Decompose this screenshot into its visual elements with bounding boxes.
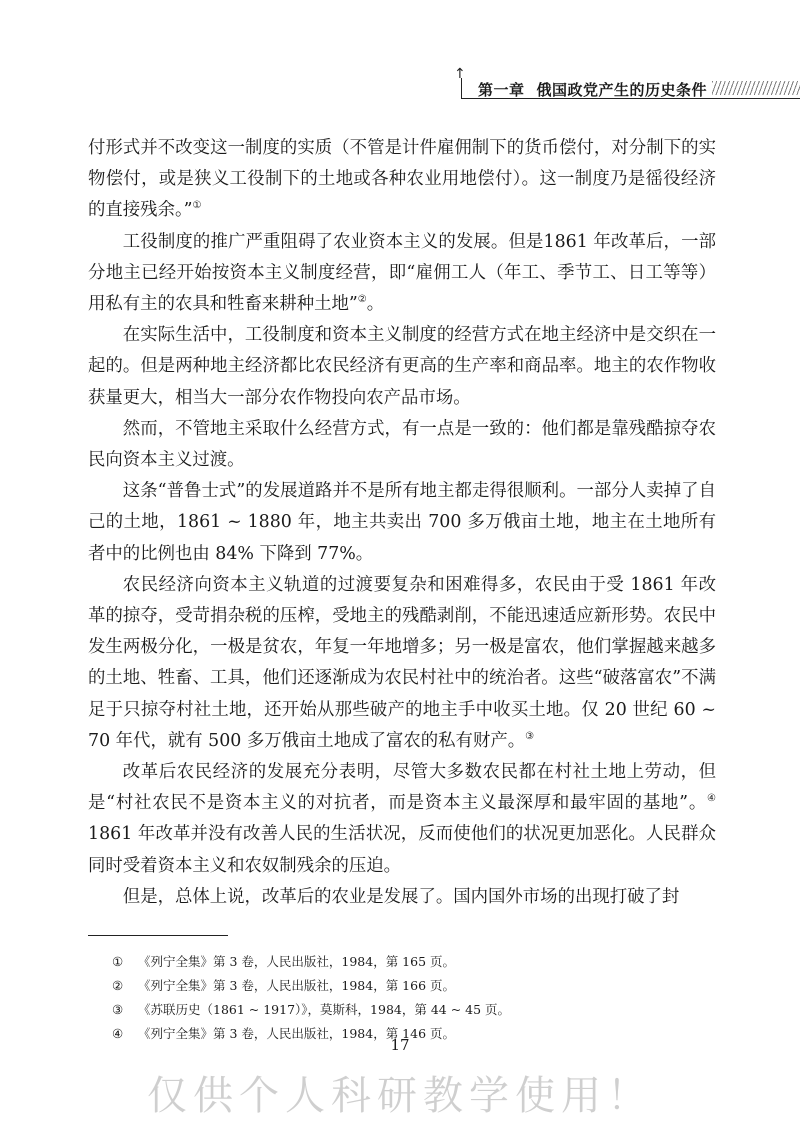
- paragraph: 工役制度的推广严重阻碍了农业资本主义的发展。但是1861 年改革后，一部分地主已经开始按资本主义制度经营，即“雇佣工人（年工、季节工、日工等等）用私有主的农具和牲畜来耕种土地”②。: [88, 231, 716, 315]
- footnote-divider: [88, 935, 228, 936]
- header-bracket-vertical: [461, 78, 462, 98]
- chapter-heading: [478, 79, 707, 100]
- paragraph: 这条“普鲁士式”的发展道路并不是所有地主都走得很顺利。一部分人卖掉了自己的土地，1861 ~ 1880 年，地主共卖出 700 多万俄亩土地，地主在土地所有者中的比例也由 84% 下降到 77%。: [88, 481, 716, 564]
- footnote-ref: ④: [707, 793, 716, 805]
- footnote: ② 《列宁全集》第 3 卷，人民出版社，1984，第 166 页。: [112, 978, 456, 993]
- chapter-title: 俄国政党产生的历史条件: [536, 81, 708, 99]
- paragraph: 农民经济向资本主义轨道的过渡要复杂和困难得多，农民由于受 1861 年改革的掠夺，受苛捐杂税的压榨，受地主的残酷剥削，不能迅速适应新形势。农民中发生两极分化，一极是贫农，年复一年地增多；另一极是富农，他们掌握越来越多的土地、牲畜、工具，他们还逐渐成为农民村社中的统治者。这些“破落富农”不满足于只掠夺村社土地，还开始从那些破产的地主手中收买土地。仅 20 世纪 60 ~ 70 年代，就有 500 多万俄亩土地成了富农的私有财产。③: [88, 574, 716, 751]
- footnote-ref: ②: [357, 294, 367, 306]
- watermark: 仅供个人科研教学使用！: [147, 1073, 653, 1119]
- body-text: [88, 133, 716, 913]
- page-number: 17: [390, 1036, 410, 1054]
- paragraph: 改革后农民经济的发展充分表明，尽管大多数农民都在村社土地上劳动，但是“村社农民不是资本主义的对抗者，而是资本主义最深厚和最牢固的基地”。④ 1861 年改革并没有改善人民的生活状况，反而使他们的状况更加恶化。人民群众同时受着资本主义和农奴制残余的压迫。: [88, 762, 716, 876]
- paragraph: 但是，总体上说，改革后的农业是发展了。国内国外市场的出现打破了封: [122, 886, 680, 907]
- footnote-ref: ③: [525, 730, 535, 742]
- paragraph: 在实际生活中，工役制度和资本主义制度的经营方式在地主经济中是交织在一起的。但是两种地主经济都比农民经济有更高的生产率和商品率。地主的农作物收获量更大，相当大一部分农作物投向农产品市场。: [88, 325, 716, 408]
- footnote: ③ 《苏联历史（1861 ~ 1917）》，莫斯科，1984，第 44 ~ 45 页。: [112, 1002, 511, 1017]
- paragraph: 然而，不管地主采取什么经营方式，有一点是一致的：他们都是靠残酷掠夺农民向资本主义过渡。: [88, 418, 716, 471]
- footnotes: [112, 950, 712, 1046]
- up-arrow-icon: ↑: [454, 66, 466, 82]
- header-hatch-decoration: [712, 81, 800, 95]
- footnote: ④ 《列宁全集》第 3 卷，人民出版社，1984，第 146 页。: [112, 1026, 456, 1041]
- paragraph: 付形式并不改变这一制度的实质（不管是计件雇佣制下的货币偿付，对分制下的实物偿付，或是狭义工役制下的土地或各种农业用地偿付）。这一制度乃是徭役经济的直接残余。”①: [88, 138, 716, 221]
- footnote: ① 《列宁全集》第 3 卷，人民出版社，1984，第 165 页。: [112, 954, 456, 969]
- running-header: [452, 66, 800, 104]
- chapter-number: 第一章: [478, 81, 525, 99]
- footnote-ref: ①: [192, 200, 202, 212]
